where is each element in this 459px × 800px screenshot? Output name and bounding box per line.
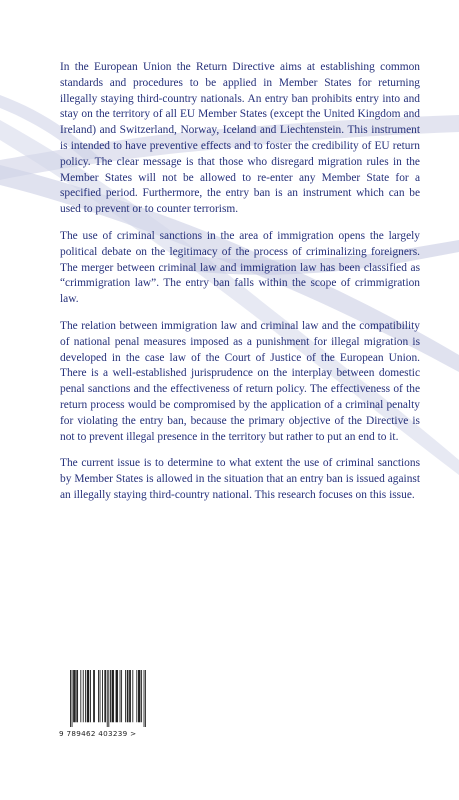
barcode-bar [73,670,74,722]
isbn-barcode [56,668,149,742]
barcode-bar [139,670,140,722]
barcode-bar [128,670,129,722]
barcode-bar [107,670,108,727]
barcode-bar [105,670,106,722]
barcode-bar [85,670,86,722]
barcode-bar [145,670,146,727]
barcode-bar [112,670,113,722]
barcode-bar [93,670,94,722]
barcode-bar [127,670,128,722]
barcode-bar [80,670,81,722]
barcode-bar [100,670,101,722]
barcode-bar [129,670,130,722]
barcode-bar [113,670,114,722]
barcode-bar [140,670,141,722]
barcode-bar [98,670,99,722]
barcode-bar [77,670,78,722]
back-cover-text [60,60,420,515]
barcode-bar [74,670,75,722]
barcode-bar [138,670,139,722]
barcode-bar [75,670,76,722]
barcode-bar [108,670,109,727]
barcode-bar [88,670,89,722]
barcode-bar [104,670,105,722]
barcode-bar [121,670,122,722]
barcode-bar [72,670,73,727]
barcode-bar [132,670,133,722]
barcode-bar [90,670,91,722]
barcode-bar [83,670,84,722]
paragraph-1: In the European Union the Return Directive aims at establishing common standards and procedures to be applied in Member States for returning illegally staying third-country nationals. An entry ban prohibits entry into and stay on the territory of all EU Member States (except the United Kingdom and Ireland) and Switzerland, Norway, Iceland and Liechtenstein. This instrument is intended to have preventive effects and to foster the credibility of EU return policy. The clear message is that those who disregard migration rules in the Member States will not be allowed to re-enter any Member State for a specified period. Furthermore, the entry ban is an instrument which can be used to prevent or to counter terrorism. [60,61,420,216]
barcode-bar [130,670,131,722]
barcode-bar [110,670,111,722]
paragraph-2: The use of criminal sanctions in the area of immigration opens the largely political debate on the legitimacy of the process of criminalizing foreigners. The merger between criminal law and immigration law has been classified as “crimmigration law”. The entry ban falls within the scope of crimmigration law. [60,229,420,306]
barcode-bar [117,670,118,722]
barcode-bar [144,670,145,727]
isbn-number: 9 789462 403239 > [59,729,137,738]
barcode-bar [76,670,77,722]
barcode-bar [141,670,142,722]
barcode-bar [102,670,103,722]
barcode-bar [94,670,95,722]
barcode-bar [116,670,117,722]
barcode-icon [70,670,146,727]
barcode-bar [120,670,121,722]
barcode-bar [136,670,137,722]
paragraph-3: The relation between immigration law and criminal law and the compatibility of national penal measures imposed as a punishment for illegal migration is developed in the case law of the Court of Justice of the European Union. There is a well-established jurisprudence on the interplay between domestic penal sanctions and the effectiveness of return policy. The effectiveness of the return process would be compromised by the application of a criminal penalty for violating the entry ban, because the primary objective of the Directive is not to prevent illegal presence in the territory but rather to put an end to it. [60,319,420,443]
barcode-bar [112,670,113,722]
barcode-bar [87,670,88,722]
barcode-bar [125,670,126,722]
barcode-bar [70,670,71,727]
paragraph-4: The current issue is to determine to what extent the use of criminal sanctions by Member States is allowed in the situation that an entry ban is issued against an illegally staying third-country national. This research focuses on this issue. [60,457,420,501]
barcode-bar [116,670,117,722]
barcode-bar [88,670,89,722]
